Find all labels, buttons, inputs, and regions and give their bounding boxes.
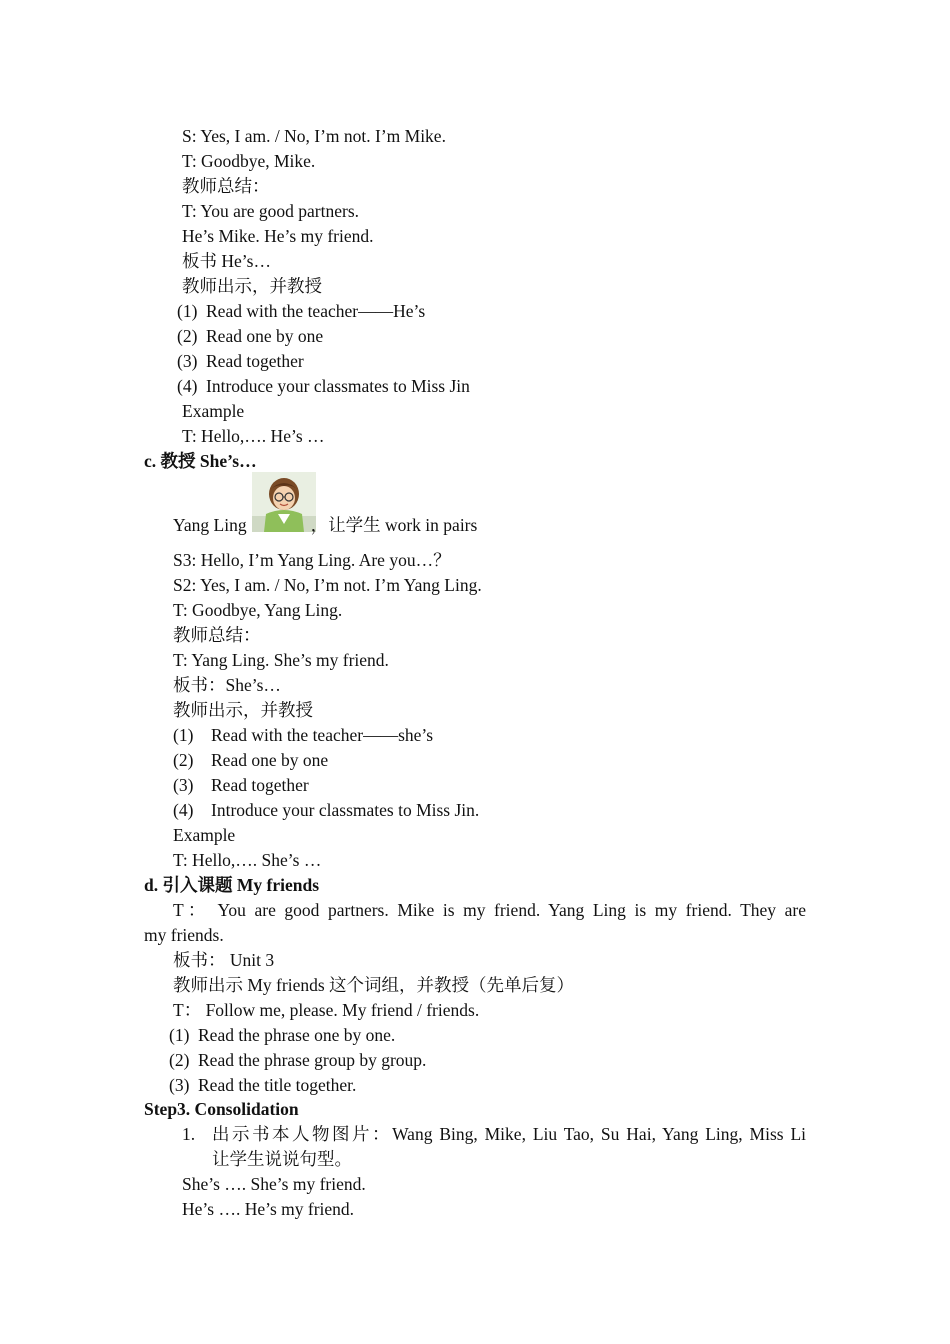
example-text: T: Hello,…. She’s …: [173, 850, 322, 870]
step-item: [177, 325, 323, 347]
step-item: [173, 774, 309, 796]
dialogue-line: T: Goodbye, Mike.: [182, 151, 316, 171]
step-item: [173, 749, 328, 771]
example-text: T: Hello,…. He’s …: [182, 426, 325, 446]
sentence-pattern: She’s …. She’s my friend.: [182, 1174, 366, 1194]
dialogue-line: T： Follow me, please. My friend / friends.: [173, 1000, 480, 1020]
step-text: Read the phrase one by one.: [198, 1025, 396, 1045]
step-heading: Step3. Consolidation: [144, 1099, 299, 1119]
section-heading: c. 教授 She’s…: [144, 451, 257, 471]
dialogue-line: S: Yes, I am. / No, I’m not. I’m Mike.: [182, 126, 446, 146]
step-text: Read one by one: [206, 326, 324, 346]
step-number: (2): [169, 1050, 190, 1070]
section-heading: d. 引入课题 My friends: [144, 875, 319, 895]
step-number: (1): [173, 725, 194, 745]
step-item: [169, 1024, 395, 1046]
dialogue-line: T: Goodbye, Yang Ling.: [173, 600, 343, 620]
step-item: [169, 1049, 426, 1071]
step-item: [173, 724, 433, 746]
paragraph-line: T： You are good partners. Mike is my friend. Yang Ling is my friend. They are: [173, 900, 806, 920]
step-item: [177, 350, 304, 372]
step-text: Read the phrase group by group.: [198, 1050, 427, 1070]
summary-label: 教师总结：: [173, 625, 261, 645]
step-number: (4): [177, 376, 198, 396]
step-item: [173, 799, 479, 821]
intro-name: Yang Ling: [173, 515, 247, 535]
instruction-line: 教师出示 My friends 这个词组，并教授（先单后复）: [173, 975, 575, 995]
step-number: (3): [177, 351, 198, 371]
paragraph-line: my friends.: [144, 925, 224, 945]
dialogue-line: T: Yang Ling. She’s my friend.: [173, 650, 389, 670]
step-number: (2): [177, 326, 198, 346]
step-item: [177, 375, 470, 397]
step-text: Read with the teacher——He’s: [206, 301, 426, 321]
instruction-line: 教师出示，并教授: [173, 700, 313, 720]
numbered-item-text: 让学生说说句型。: [212, 1149, 352, 1169]
step-text: Read together: [206, 351, 304, 371]
board-note: 板书：She’s…: [173, 675, 281, 695]
step-number: (2): [173, 750, 194, 770]
numbered-item-text: 出示书本人物图片：Wang Bing, Mike, Liu Tao, Su Hai, Yang Ling, Miss Li: [212, 1124, 806, 1144]
step-text: Introduce your classmates to Miss Jin.: [211, 800, 480, 820]
numbered-item-number: 1.: [182, 1124, 196, 1144]
step-number: (3): [173, 775, 194, 795]
summary-label: 教师总结：: [182, 176, 270, 196]
step-text: Introduce your classmates to Miss Jin: [206, 376, 470, 396]
step-text: Read one by one: [211, 750, 329, 770]
example-label: Example: [182, 401, 245, 421]
board-note: 板书： Unit 3: [173, 950, 275, 970]
instruction-line: 教师出示，并教授: [182, 276, 322, 296]
intro-instruction: ，让学生 work in pairs: [310, 515, 478, 535]
dialogue-line: He’s Mike. He’s my friend.: [182, 226, 374, 246]
board-note: 板书 He’s…: [182, 251, 271, 271]
step-number: (1): [169, 1025, 190, 1045]
step-item: [177, 300, 425, 322]
step-number: (1): [177, 301, 198, 321]
pair-work-intro: [173, 514, 477, 536]
step-number: (3): [169, 1075, 190, 1095]
dialogue-line: S2: Yes, I am. / No, I’m not. I’m Yang Ling.: [173, 575, 482, 595]
dialogue-line: T: You are good partners.: [182, 201, 360, 221]
step-item: [169, 1074, 356, 1096]
step-text: Read together: [211, 775, 309, 795]
sentence-pattern: He’s …. He’s my friend.: [182, 1199, 355, 1219]
dialogue-line: S3: Hello, I’m Yang Ling. Are you…？: [173, 550, 451, 570]
example-label: Example: [173, 825, 236, 845]
step-number: (4): [173, 800, 194, 820]
step-text: Read with the teacher——she’s: [211, 725, 434, 745]
step-text: Read the title together.: [198, 1075, 357, 1095]
